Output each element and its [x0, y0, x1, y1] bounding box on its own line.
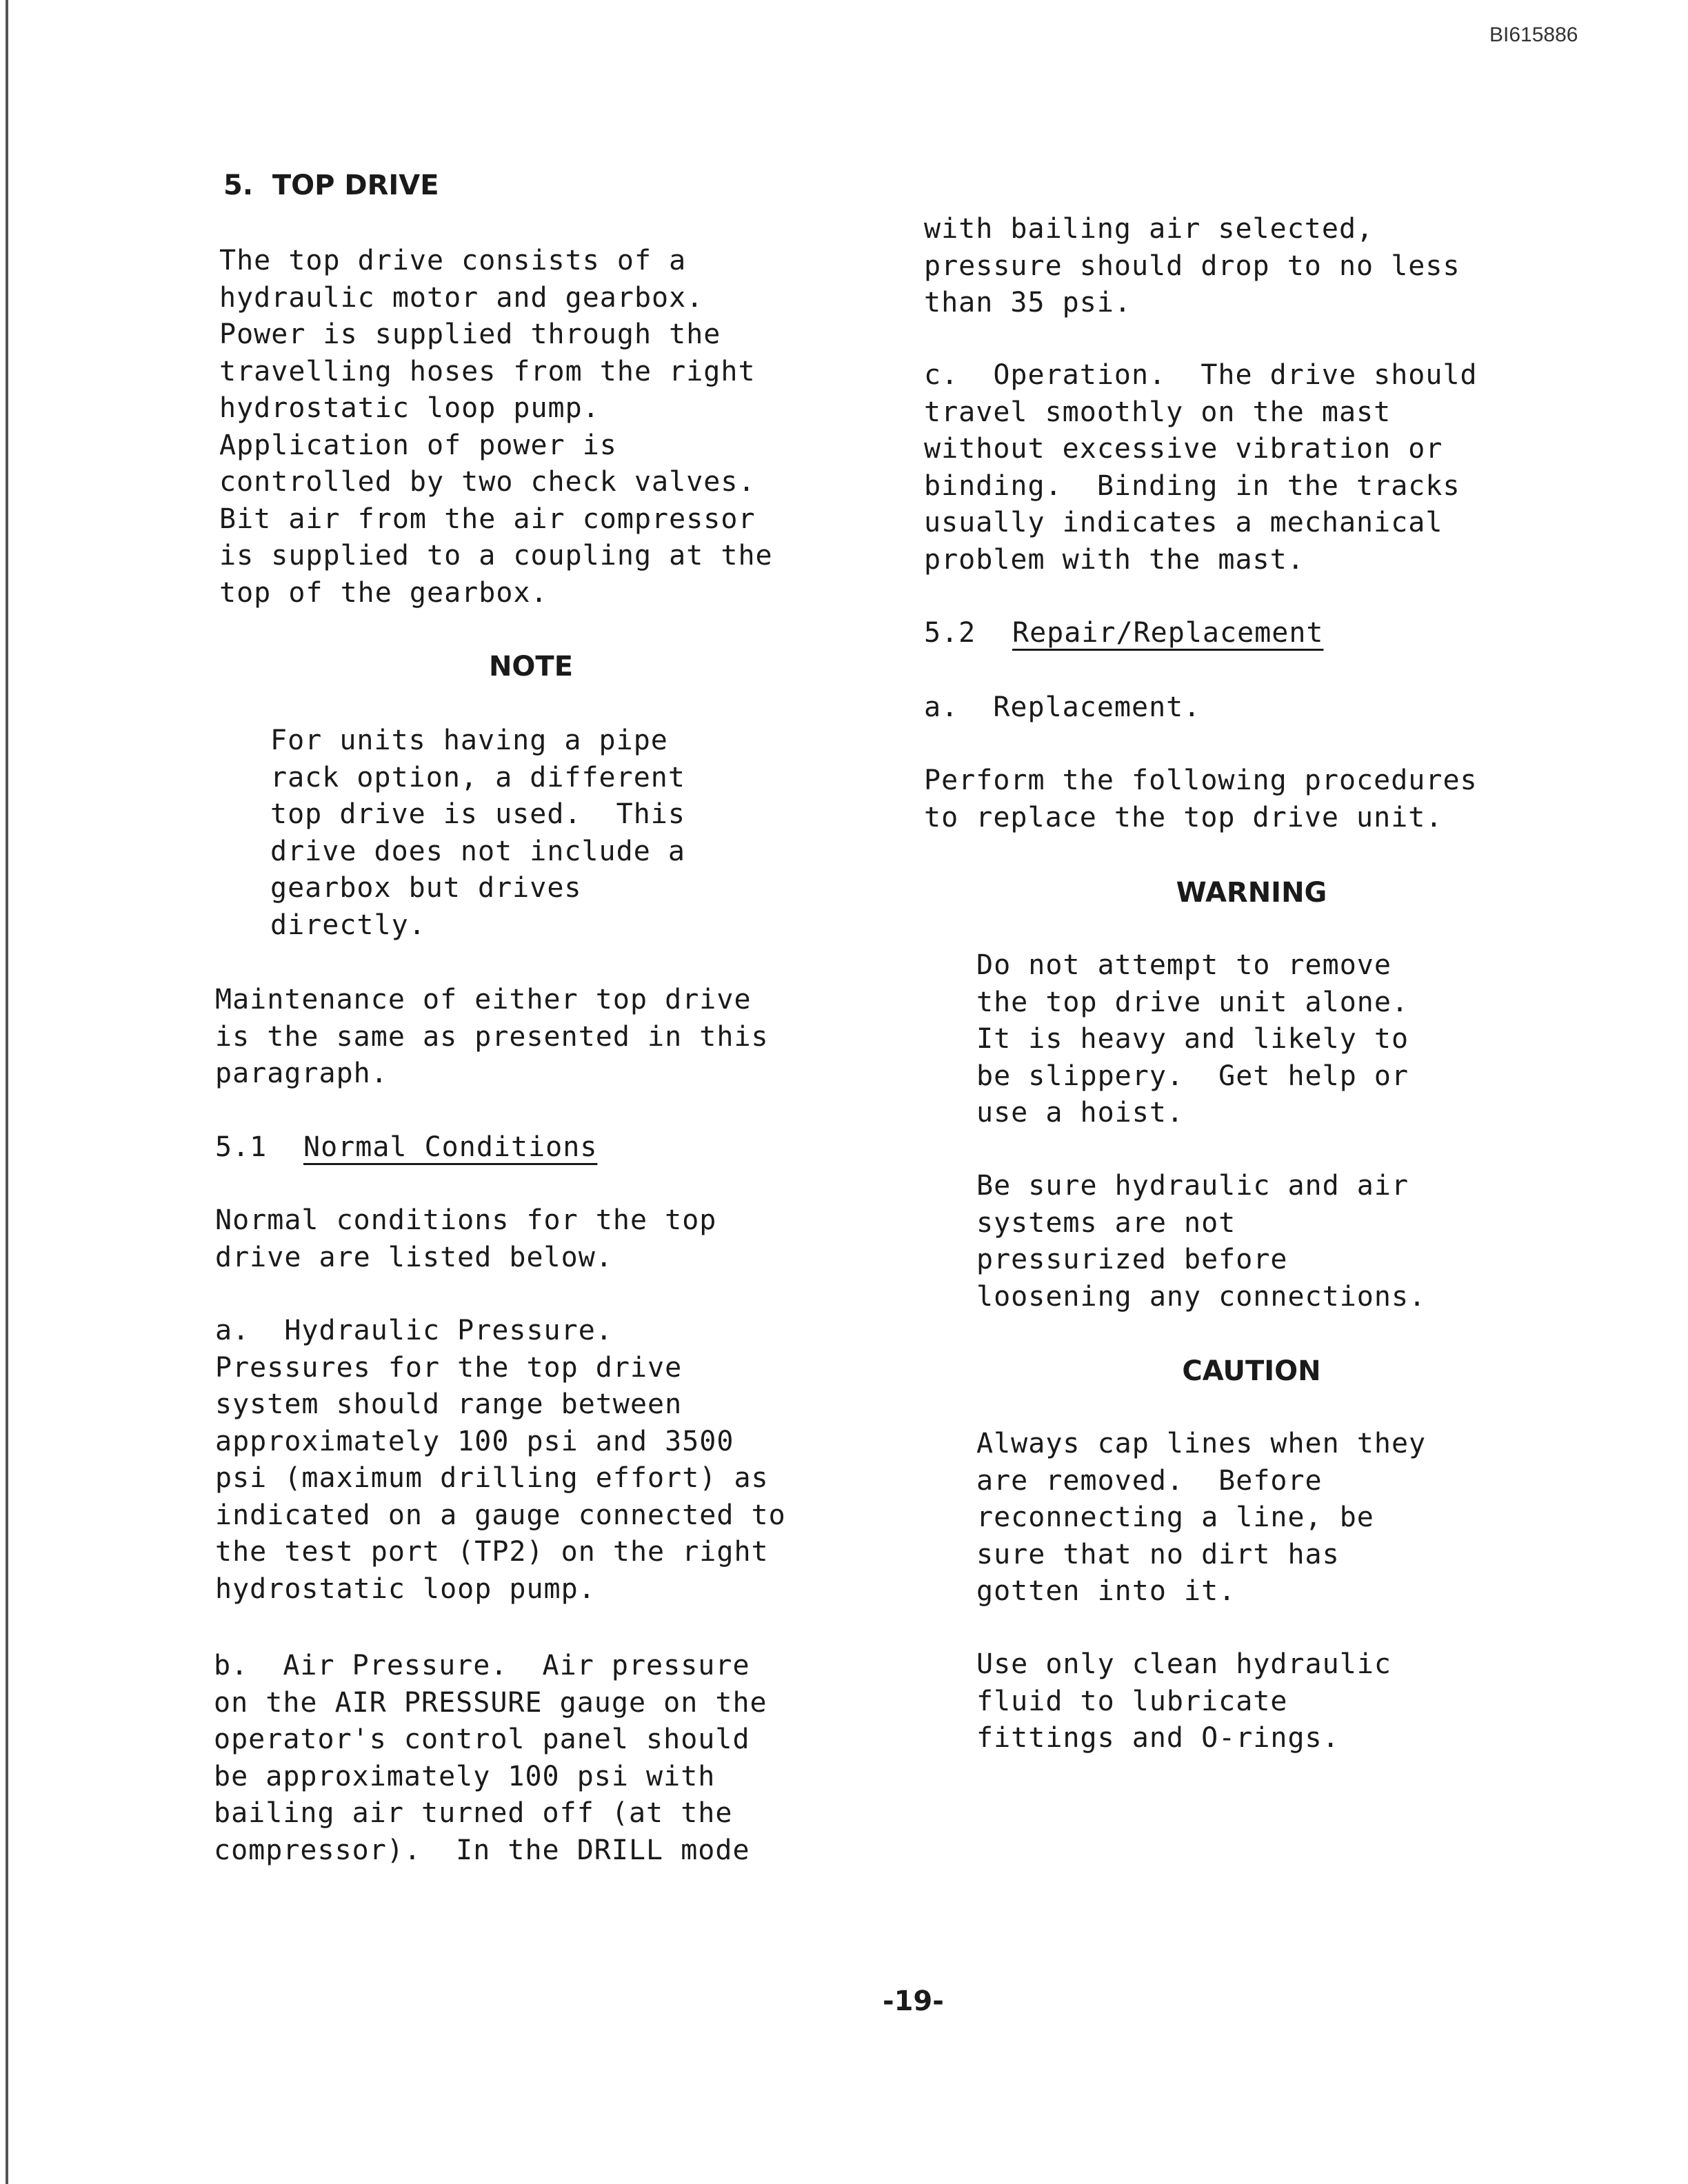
scan-left-edge — [6, 0, 8, 2184]
normal-conditions-intro: Normal conditions for the top drive are listed below. — [215, 1204, 717, 1273]
warning-text-2: Be sure hydraulic and air systems are not pressurized before loosening any connections. — [976, 1170, 1427, 1313]
top-drive-intro: The top drive consists of a hydraulic motor and gearbox. Power is supplied through the travelling hoses from the right hydrostatic loop pump. Application of power is controlled by two check valves. Bit air from the air compressor is supplied to a coupling at the top of the gearbox. — [219, 245, 773, 609]
perform-procedures: Perform the following procedures to replace the top drive unit. — [924, 765, 1478, 833]
caution-text-1: Always cap lines when they are removed. Before reconnecting a line, be sure that no dirt has gotten into it. — [976, 1428, 1427, 1607]
note-text: For units having a pipe rack option, a different top drive is used. This drive does not include a gearbox but drives directly. — [270, 725, 685, 941]
item-c-operation: c. Operation. The drive should travel smoothly on the mast without excessive vibration or binding. Binding in the tracks usually indicates a mechanical problem with the mast. — [924, 359, 1478, 576]
item-b-air-pressure: b. Air Pressure. Air pressure on the AIR PRESSURE gauge on the operator's control panel should be approximately 100 psi with bailing air turned off (at the compressor). In the DRILL mode — [214, 1650, 767, 1866]
section-5-1-title: Normal Conditions — [303, 1131, 598, 1163]
section-5-2-title: Repair/Replacement — [1012, 617, 1324, 649]
air-pressure-continued: with bailing air selected, pressure should drop to no less than 35 psi. — [924, 213, 1460, 318]
section-5-1-number: 5.1 — [215, 1131, 268, 1163]
document-id: BI615886 — [1489, 23, 1578, 46]
warning-title: WARNING — [1176, 877, 1327, 909]
caution-text-2: Use only clean hydraulic fluid to lubricate fittings and O-rings. — [976, 1648, 1391, 1754]
note-title: NOTE — [488, 651, 574, 682]
item-a-hydraulic-pressure: a. Hydraulic Pressure. Pressures for the top drive system should range between approximately 100 psi and 3500 psi (maximum drilling effort) as indicated on a gauge connected to the test port (TP2) on the right hydrostatic loop pump. — [215, 1315, 786, 1605]
item-a-replacement: a. Replacement. — [924, 691, 1201, 723]
caution-title: CAUTION — [1182, 1355, 1321, 1387]
section-5-2-number: 5.2 — [924, 617, 976, 649]
warning-text-1: Do not attempt to remove the top drive unit alone. It is heavy and likely to be slippery. Get help or use a hoist. — [976, 949, 1409, 1129]
page-number: -19- — [883, 1985, 944, 2017]
maintenance-paragraph: Maintenance of either top drive is the same as presented in this paragraph. — [215, 984, 769, 1089]
section-5-heading: 5. TOP DRIVE — [223, 170, 439, 201]
